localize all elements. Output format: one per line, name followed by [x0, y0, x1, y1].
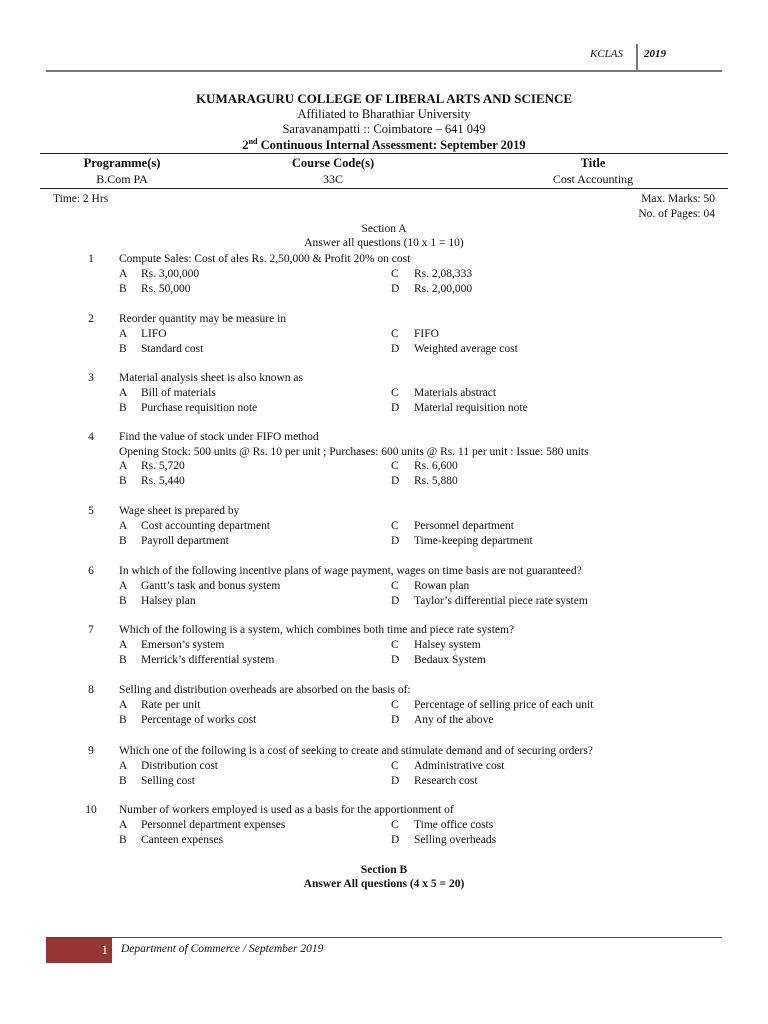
option-letter: D: [391, 594, 400, 607]
question-number: 9: [88, 745, 94, 757]
option-text: Rs. 5,440: [141, 475, 185, 487]
page-count: No. of Pages: 04: [638, 208, 715, 220]
college-name: KUMARAGURU COLLEGE OF LIBERAL ARTS AND SCIENCE: [195, 91, 573, 106]
option-letter: B: [119, 342, 127, 355]
option-text: Rs. 6,600: [414, 460, 458, 472]
option-letter: D: [391, 833, 400, 846]
option-text: Any of the above: [414, 713, 494, 726]
option-text: Canteen expenses: [141, 833, 224, 846]
option-letter: A: [119, 460, 128, 472]
option-letter: D: [391, 401, 400, 414]
option-text: Cost accounting department: [141, 519, 271, 532]
option-text: Research cost: [414, 774, 478, 787]
assessment-ordinal: 2: [242, 138, 249, 153]
option-text: Standard cost: [141, 342, 204, 355]
option-text: Personnel department expenses: [141, 818, 286, 831]
option-letter: B: [119, 713, 127, 726]
option-letter: C: [391, 759, 399, 772]
question-text: In which of the following incentive plans of wage payment, wages on time basis are not guaranteed?: [119, 565, 582, 577]
question-number: 5: [88, 505, 94, 517]
option-letter: A: [119, 519, 128, 532]
option-text: Emerson’s system: [141, 638, 225, 651]
option-letter: A: [119, 327, 128, 340]
option-letter: D: [391, 475, 400, 487]
option-text: Bill of materials: [141, 386, 216, 399]
course-code-label: Course Code(s): [291, 156, 375, 170]
college-location: Saravanampatti :: Coimbatore – 641 049: [282, 122, 486, 136]
title-label: Title: [580, 156, 606, 170]
header-rule: [46, 70, 722, 72]
assessment-title: [0, 137, 768, 153]
option-letter: C: [391, 386, 399, 399]
option-text: Rs. 5,720: [141, 460, 185, 472]
option-text: Rs. 3,00,000: [141, 267, 200, 280]
programme-value: B.Com PA: [96, 172, 148, 186]
option-text: Merrick’s differential system: [141, 653, 275, 666]
option-letter: B: [119, 774, 127, 787]
footer-rule: [46, 937, 722, 938]
option-letter: D: [391, 282, 400, 295]
option-text: Distribution cost: [141, 759, 218, 772]
option-letter: C: [391, 327, 399, 340]
option-letter: A: [119, 818, 128, 831]
option-text: Percentage of selling price of each unit: [414, 698, 594, 711]
question-text: Reorder quantity may be measure in: [119, 313, 287, 325]
question-text: Wage sheet is prepared by: [119, 505, 240, 517]
header-divider: [636, 44, 638, 70]
title-value: Cost Accounting: [552, 172, 634, 186]
question-number: 2: [88, 313, 94, 325]
option-letter: C: [391, 698, 399, 711]
question-text: Compute Sales: Cost of ales Rs. 2,50,000 & Profit 20% on cost: [119, 253, 411, 265]
option-letter: A: [119, 759, 128, 772]
option-letter: B: [119, 653, 127, 666]
option-letter: B: [119, 401, 127, 414]
college-affiliation: Affiliated to Bharathiar University: [297, 107, 471, 121]
option-text: Rs. 50,000: [141, 282, 191, 295]
question-number: 6: [88, 565, 94, 577]
option-text: Halsey plan: [141, 594, 196, 607]
section-b-title: Section B: [360, 864, 408, 876]
option-text: Gantt’s task and bonus system: [141, 579, 281, 592]
option-text: Material requisition note: [414, 401, 528, 414]
header-code-text: KCLAS: [590, 48, 624, 60]
question-text: Number of workers employed is used as a basis for the apportionment of: [119, 804, 454, 816]
option-text: Purchase requisition note: [141, 401, 258, 414]
question-number: 3: [88, 372, 94, 384]
option-letter: C: [391, 638, 399, 651]
option-text: Rowan plan: [414, 579, 470, 592]
table-bottom-rule: [40, 188, 728, 189]
option-letter: B: [119, 282, 127, 295]
option-text: Rs. 2,08,333: [414, 267, 473, 280]
question-number: 4: [88, 431, 94, 443]
option-letter: B: [119, 475, 127, 487]
section-a-instruction: Answer all questions (10 x 1 = 10): [304, 237, 464, 249]
option-text: Bedaux System: [414, 653, 486, 666]
footer-text: Department of Commerce / September 2019: [121, 943, 324, 955]
question-number: 7: [88, 624, 94, 636]
option-text: Taylor’s differential piece rate system: [414, 594, 588, 607]
option-text: Selling overheads: [414, 833, 497, 846]
question-number: 8: [88, 684, 94, 696]
option-letter: D: [391, 342, 400, 355]
option-text: Percentage of works cost: [141, 713, 257, 726]
option-text: Rate per unit: [141, 698, 201, 711]
header-year: 2019: [644, 48, 666, 60]
option-letter: D: [391, 713, 400, 726]
option-letter: A: [119, 579, 128, 592]
section-a-title: Section A: [361, 223, 407, 235]
option-letter: D: [391, 534, 400, 547]
question-text: Find the value of stock under FIFO method: [119, 431, 319, 443]
option-letter: B: [119, 594, 127, 607]
option-letter: C: [391, 267, 399, 280]
assessment-text: Continuous Internal Assessment: September 2019: [257, 138, 526, 153]
question-text: Which one of the following is a cost of seeking to create and stimulate demand and of securing orders?: [119, 745, 593, 757]
option-text: Time office costs: [414, 818, 494, 831]
question-detail: Opening Stock: 500 units @ Rs. 10 per unit ; Purchases: 600 units @ Rs. 11 per unit : Issue: 580 units: [119, 445, 589, 458]
exam-time: Time: 2 Hrs: [53, 193, 109, 205]
header-code: [590, 48, 666, 60]
section-b-instruction: Answer All questions (4 x 5 = 20): [303, 878, 465, 890]
option-text: Payroll department: [141, 534, 229, 547]
option-text: FIFO: [414, 327, 439, 340]
option-letter: A: [119, 638, 128, 651]
table-top-rule: [40, 153, 728, 154]
option-text: Personnel department: [414, 519, 514, 532]
option-letter: C: [391, 818, 399, 831]
option-letter: C: [391, 519, 399, 532]
option-text: Time-keeping department: [414, 534, 533, 547]
option-text: Materials abstract: [414, 386, 497, 399]
footer-page-number: 1: [101, 942, 108, 957]
option-letter: D: [391, 653, 400, 666]
option-text: Weighted average cost: [414, 342, 518, 355]
question-text: Selling and distribution overheads are absorbed on the basis of:: [119, 684, 411, 696]
option-text: Administrative cost: [414, 759, 505, 772]
option-letter: B: [119, 833, 127, 846]
option-letter: C: [391, 579, 399, 592]
option-letter: A: [119, 386, 128, 399]
assessment-ordinal-suffix: nd: [248, 137, 258, 146]
option-text: Selling cost: [141, 774, 195, 787]
option-text: LIFO: [141, 327, 167, 340]
option-text: Rs. 5,880: [414, 475, 458, 487]
option-text: Rs. 2,00,000: [414, 282, 473, 295]
programme-label: Programme(s): [83, 156, 161, 170]
option-letter: D: [391, 774, 400, 787]
course-code-value: 33C: [322, 172, 343, 186]
option-text: Halsey system: [414, 638, 481, 651]
max-marks: Max. Marks: 50: [641, 193, 715, 205]
option-letter: B: [119, 534, 127, 547]
option-letter: C: [391, 460, 399, 472]
option-letter: A: [119, 267, 128, 280]
option-letter: A: [119, 698, 128, 711]
question-number: 1: [88, 253, 94, 265]
question-text: Which of the following is a system, which combines both time and piece rate system?: [119, 624, 515, 636]
question-number: 10: [85, 804, 97, 816]
question-text: Material analysis sheet is also known as: [119, 372, 303, 384]
